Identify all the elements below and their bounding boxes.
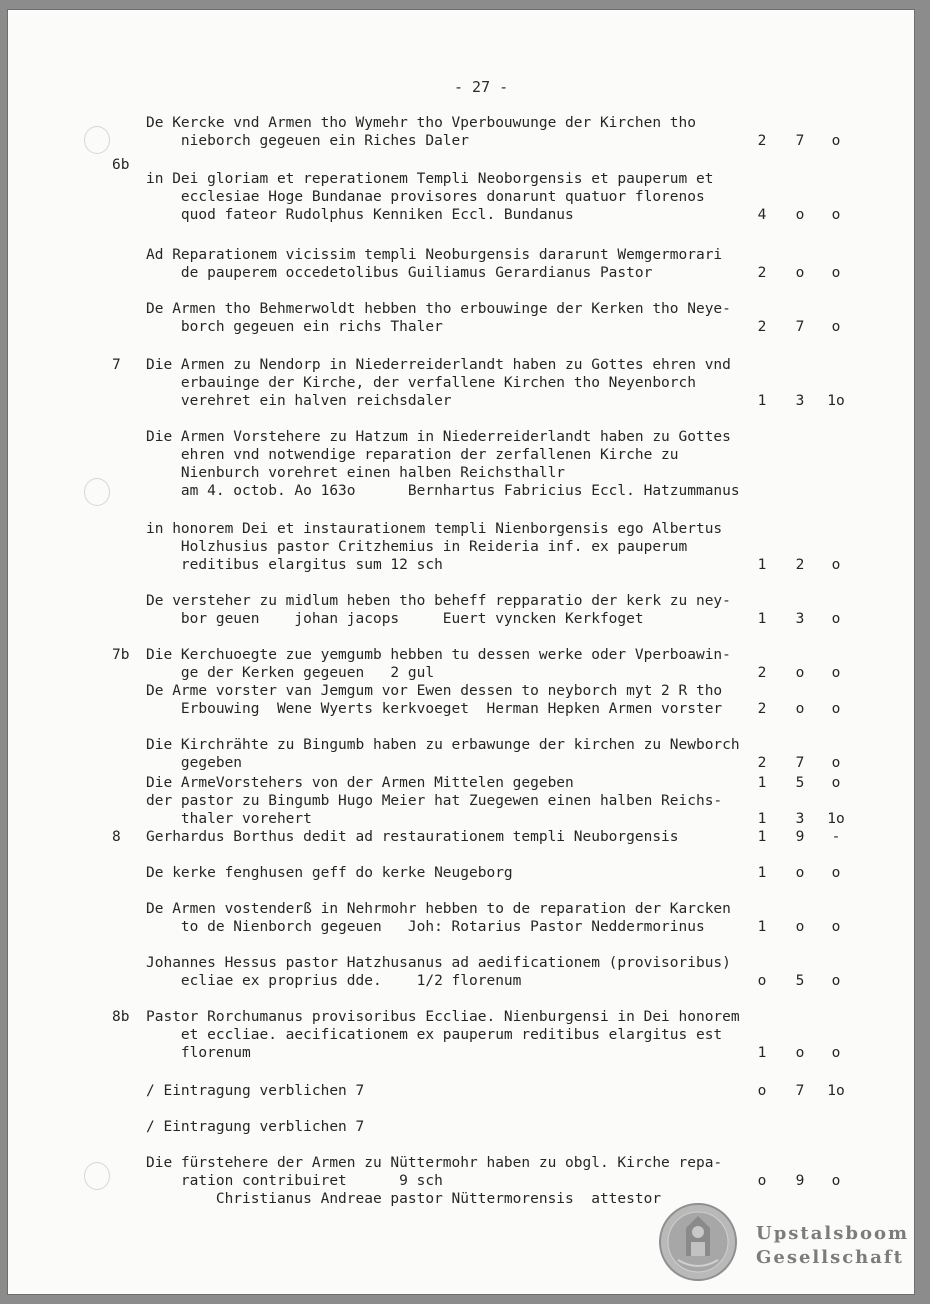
amount-schilling: 3	[795, 811, 805, 827]
entry-text-line: am 4. octob. Ao 163o Bernhartus Fabricius Eccl. Hatzummanus	[146, 483, 740, 499]
amount-schilling: o	[795, 1045, 805, 1061]
entry-text-line: quod fateor Rudolphus Kenniken Eccl. Bundanus	[146, 207, 574, 223]
entry-text-line: De versteher zu midlum heben tho beheff repparatio der kerk zu ney-	[146, 593, 731, 609]
amount-reichsthaler: 1	[757, 611, 767, 627]
entry-text-line: Die ArmeVorstehers von der Armen Mittelen gegeben	[146, 775, 574, 791]
entry-text-line: borch gegeuen ein richs Thaler	[146, 319, 443, 335]
amount-witten: o	[831, 133, 841, 149]
entry-text-line: Die Armen zu Nendorp in Niederreiderlandt haben zu Gottes ehren vnd	[146, 357, 731, 373]
amount-witten: o	[831, 319, 841, 335]
entry-text-line: der pastor zu Bingumb Hugo Meier hat Zuegewen einen halben Reichs-	[146, 793, 723, 809]
entry-text-line: ge der Kerken gegeuen 2 gul	[146, 665, 435, 681]
amount-reichsthaler: 2	[757, 265, 767, 281]
amount-witten: 1o	[827, 811, 845, 827]
amount-witten: o	[831, 557, 841, 573]
entry-text-line: Pastor Rorchumanus provisoribus Eccliae. Nienburgensi in Dei honorem	[146, 1009, 740, 1025]
society-name-line-2: Gesellschaft	[756, 1247, 904, 1268]
society-name-line-1: Upstalsboom	[756, 1223, 910, 1244]
entry-text-line: Gerhardus Borthus dedit ad restaurationem templi Neuborgensis	[146, 829, 679, 845]
entry-text-line: in Dei gloriam et reperationem Templi Neoborgensis et pauperum et	[146, 171, 714, 187]
amount-schilling: 7	[795, 1083, 805, 1099]
punch-hole	[84, 1162, 110, 1190]
amount-schilling: 5	[795, 775, 805, 791]
amount-schilling: o	[795, 665, 805, 681]
amount-schilling: o	[795, 701, 805, 717]
entry-marker: 7b	[112, 647, 130, 663]
entry-text-line: reditibus elargitus sum 12 sch	[146, 557, 443, 573]
amount-witten: 1o	[827, 393, 845, 409]
entry-text-line: Ad Reparationem vicissim templi Neoburgensis dararunt Wemgermorari	[146, 247, 723, 263]
entry-text-line: Die Kirchrähte zu Bingumb haben zu erbawunge der kirchen zu Newborch	[146, 737, 740, 753]
amount-reichsthaler: 4	[757, 207, 767, 223]
amount-schilling: o	[795, 865, 805, 881]
amount-witten: o	[831, 755, 841, 771]
entry-text-line: bor geuen johan jacops Euert vyncken Kerkfoget	[146, 611, 644, 627]
amount-witten: o	[831, 919, 841, 935]
amount-schilling: 2	[795, 557, 805, 573]
amount-schilling: o	[795, 265, 805, 281]
entry-text-line: Christianus Andreae pastor Nüttermorensis attestor	[146, 1191, 662, 1207]
entry-text-line: erbauinge der Kirche, der verfallene Kirchen tho Neyenborch	[146, 375, 696, 391]
amount-witten: o	[831, 611, 841, 627]
entry-marker: 6b	[112, 157, 130, 173]
amount-schilling: 7	[795, 755, 805, 771]
amount-reichsthaler: o	[757, 1173, 767, 1189]
entry-text-line: Erbouwing Wene Wyerts kerkvoeget Herman Hepken Armen vorster	[146, 701, 723, 717]
entry-marker: 7	[112, 357, 121, 373]
seal-logo	[658, 1202, 738, 1282]
amount-witten: o	[831, 701, 841, 717]
entry-text-line: De Arme vorster van Jemgum vor Ewen dessen to neyborch myt 2 R tho	[146, 683, 723, 699]
amount-reichsthaler: 1	[757, 811, 767, 827]
amount-reichsthaler: 2	[757, 665, 767, 681]
page-number: - 27 -	[454, 78, 509, 96]
entry-text-line: nieborch gegeuen ein Riches Daler	[146, 133, 470, 149]
amount-schilling: 9	[795, 1173, 805, 1189]
amount-reichsthaler: 2	[757, 133, 767, 149]
entry-text-line: in honorem Dei et instaurationem templi Nienborgensis ego Albertus	[146, 521, 723, 537]
amount-schilling: o	[795, 919, 805, 935]
document-page	[8, 10, 914, 1294]
entry-marker: 8b	[112, 1009, 130, 1025]
entry-text-line: Die Kerchuoegte zue yemgumb hebben tu dessen werke oder Vperboawin-	[146, 647, 731, 663]
entry-text-line: ration contribuiret 9 sch	[146, 1173, 443, 1189]
amount-reichsthaler: 1	[757, 557, 767, 573]
amount-witten: o	[831, 1045, 841, 1061]
amount-reichsthaler: o	[757, 973, 767, 989]
amount-witten: o	[831, 865, 841, 881]
punch-hole	[84, 478, 110, 506]
amount-witten: o	[831, 665, 841, 681]
entry-text-line: / Eintragung verblichen 7	[146, 1119, 365, 1135]
entry-text-line: De Armen vostenderß in Nehrmohr hebben to de reparation der Karcken	[146, 901, 731, 917]
entry-text-line: De Armen tho Behmerwoldt hebben tho erbouwinge der Kerken tho Neye-	[146, 301, 731, 317]
entry-text-line: Die Armen Vorstehere zu Hatzum in Niederreiderlandt haben zu Gottes	[146, 429, 731, 445]
amount-schilling: 7	[795, 133, 805, 149]
amount-reichsthaler: 2	[757, 755, 767, 771]
amount-witten: o	[831, 207, 841, 223]
amount-reichsthaler: 1	[757, 865, 767, 881]
amount-witten: o	[831, 973, 841, 989]
entry-text-line: ecliae ex proprius dde. 1/2 florenum	[146, 973, 522, 989]
amount-schilling: o	[795, 207, 805, 223]
amount-reichsthaler: 1	[757, 775, 767, 791]
amount-reichsthaler: 1	[757, 393, 767, 409]
entry-text-line: ehren vnd notwendige reparation der zerfallenen Kirche zu	[146, 447, 679, 463]
amount-witten: o	[831, 265, 841, 281]
amount-schilling: 3	[795, 611, 805, 627]
amount-witten: -	[831, 829, 841, 845]
amount-reichsthaler: o	[757, 1083, 767, 1099]
entry-text-line: De Kercke vnd Armen tho Wymehr tho Vperbouwunge der Kirchen tho	[146, 115, 696, 131]
amount-witten: 1o	[827, 1083, 845, 1099]
entry-text-line: De kerke fenghusen geff do kerke Neugeborg	[146, 865, 513, 881]
entry-text-line: / Eintragung verblichen 7	[146, 1083, 365, 1099]
entry-text-line: Johannes Hessus pastor Hatzhusanus ad aedificationem (provisoribus)	[146, 955, 731, 971]
entry-text-line: ecclesiae Hoge Bundanae provisores donarunt quatuor florenos	[146, 189, 705, 205]
amount-schilling: 9	[795, 829, 805, 845]
amount-reichsthaler: 1	[757, 919, 767, 935]
entry-text-line: verehret ein halven reichsdaler	[146, 393, 452, 409]
society-name	[756, 1222, 909, 1270]
entry-text-line: et eccliae. aecificationem ex pauperum reditibus elargitus est	[146, 1027, 723, 1043]
entry-text-line: Nienburch vorehret einen halben Reichsthallr	[146, 465, 566, 481]
amount-reichsthaler: 2	[757, 701, 767, 717]
entry-text-line: to de Nienborch gegeuen Joh: Rotarius Pastor Neddermorinus	[146, 919, 705, 935]
entry-marker: 8	[112, 829, 121, 845]
amount-schilling: 7	[795, 319, 805, 335]
amount-witten: o	[831, 775, 841, 791]
amount-reichsthaler: 1	[757, 1045, 767, 1061]
amount-schilling: 5	[795, 973, 805, 989]
entry-text-line: de pauperem occedetolibus Guiliamus Gerardianus Pastor	[146, 265, 653, 281]
entry-text-line: thaler vorehert	[146, 811, 312, 827]
punch-hole	[84, 126, 110, 154]
entry-text-line: florenum	[146, 1045, 251, 1061]
amount-reichsthaler: 1	[757, 829, 767, 845]
amount-reichsthaler: 2	[757, 319, 767, 335]
amount-witten: o	[831, 1173, 841, 1189]
entry-text-line: Holzhusius pastor Critzhemius in Reideria inf. ex pauperum	[146, 539, 688, 555]
amount-schilling: 3	[795, 393, 805, 409]
entry-text-line: gegeben	[146, 755, 243, 771]
entry-text-line: Die fürstehere der Armen zu Nüttermohr haben zu obgl. Kirche repa-	[146, 1155, 723, 1171]
